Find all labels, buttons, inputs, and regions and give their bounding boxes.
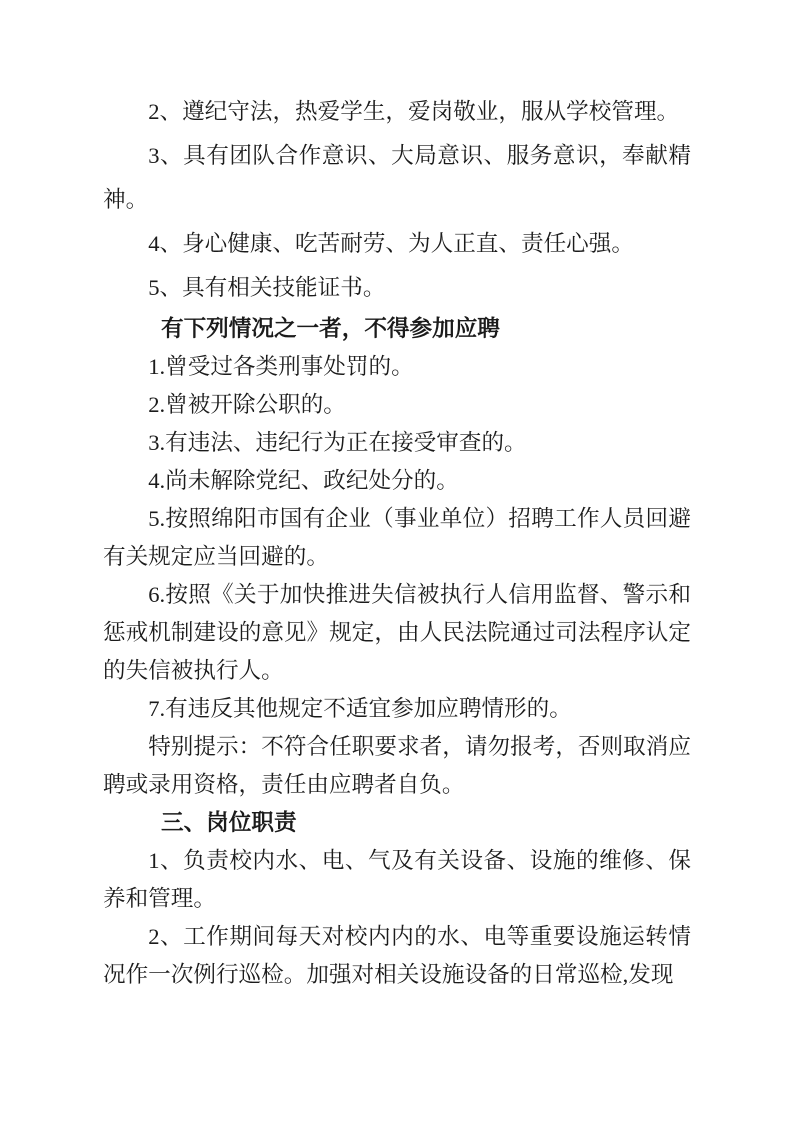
paragraph: 2、遵纪守法，热爱学生，爱岗敬业，服从学校管理。 — [148, 99, 680, 124]
paragraph: 2、工作期间每天对校内内的水、电等重要设施运转情况作一次例行巡检。加强对相关设施设备的日常巡检,发现 — [103, 924, 691, 987]
paragraph: 1、负责校内水、电、气及有关设备、设施的维修、保养和管理。 — [103, 848, 691, 911]
section-heading: 三、岗位职责 — [161, 810, 297, 835]
paragraph: 7.有违反其他规定不适宜参加应聘情形的。 — [148, 696, 572, 721]
paragraph: 3、具有团队合作意识、大局意识、服务意识，奉献精神。 — [103, 143, 691, 212]
paragraph: 4、身心健康、吃苦耐劳、为人正直、责任心强。 — [148, 231, 634, 256]
paragraph: 5.按照绵阳市国有企业（事业单位）招聘工作人员回避有关规定应当回避的。 — [103, 506, 691, 569]
paragraph: 5、具有相关技能证书。 — [148, 275, 386, 300]
paragraph: 1.曾受过各类刑事处罚的。 — [148, 354, 414, 379]
paragraph: 4.尚未解除党纪、政纪处分的。 — [148, 468, 459, 493]
paragraph: 3.有违法、违纪行为正在接受审查的。 — [148, 430, 527, 455]
paragraph: 2.曾被开除公职的。 — [148, 392, 346, 417]
section-heading: 有下列情况之一者，不得参加应聘 — [161, 316, 500, 341]
paragraph: 特别提示：不符合任职要求者，请勿报考，否则取消应聘或录用资格，责任由应聘者自负。 — [103, 734, 691, 797]
document-content — [103, 90, 691, 994]
paragraph: 6.按照《关于加快推进失信被执行人信用监督、警示和惩戒机制建设的意见》规定，由人民法院通过司法程序认定的失信被执行人。 — [103, 582, 691, 683]
